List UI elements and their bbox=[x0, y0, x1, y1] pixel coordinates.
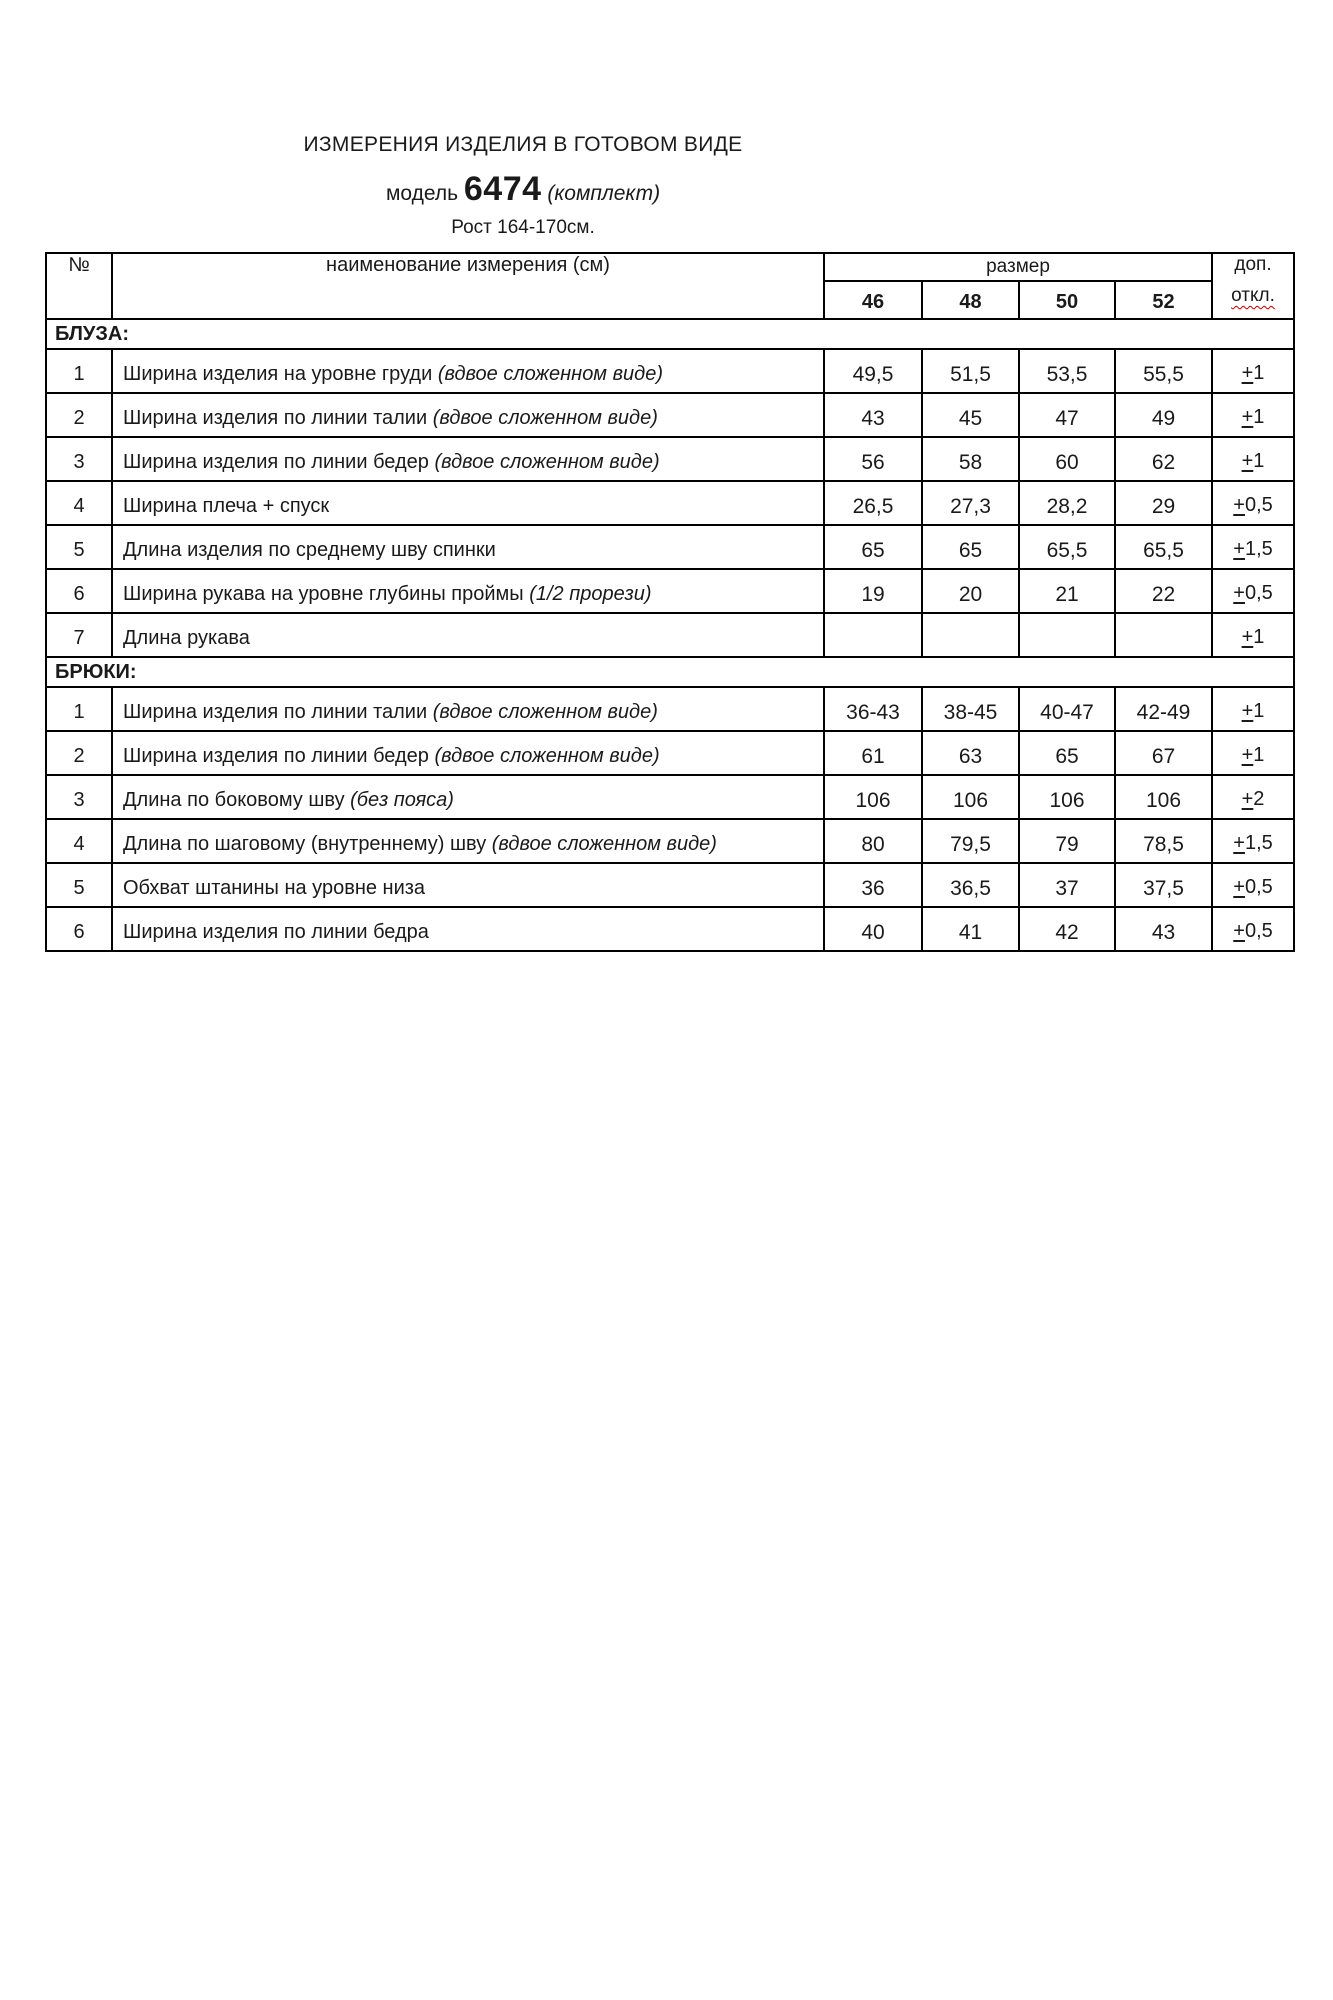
value-cell: 78,5 bbox=[1115, 819, 1212, 863]
tolerance-cell: +0,5 bbox=[1212, 863, 1294, 907]
value-cell: 67 bbox=[1115, 731, 1212, 775]
plus-minus-sign: + bbox=[1233, 494, 1245, 516]
value-cell: 51,5 bbox=[922, 349, 1019, 393]
tolerance-cell: +2 bbox=[1212, 775, 1294, 819]
tolerance-header-line2: откл. bbox=[1231, 285, 1275, 306]
section-row bbox=[46, 319, 1294, 349]
measurement-name: Ширина рукава на уровне глубины проймы bbox=[123, 583, 530, 605]
measurement-name: Длина изделия по среднему шву спинки bbox=[123, 539, 496, 561]
measurement-name-cell bbox=[112, 731, 824, 775]
value-cell: 21 bbox=[1019, 569, 1115, 613]
table-row bbox=[46, 775, 1294, 819]
value-cell: 79,5 bbox=[922, 819, 1019, 863]
value-cell: 49 bbox=[1115, 393, 1212, 437]
measurement-name: Длина рукава bbox=[123, 627, 250, 649]
col-header-size-group: размер bbox=[824, 253, 1212, 281]
tolerance-cell: +1 bbox=[1212, 687, 1294, 731]
value-cell: 41 bbox=[922, 907, 1019, 951]
row-number-cell: 2 bbox=[46, 393, 112, 437]
measurement-name: Длина по шаговому (внутреннему) шву bbox=[123, 833, 492, 855]
table-row bbox=[46, 525, 1294, 569]
section-row bbox=[46, 657, 1294, 687]
value-cell: 106 bbox=[1019, 775, 1115, 819]
table-row bbox=[46, 863, 1294, 907]
size-col-52: 52 bbox=[1115, 281, 1212, 319]
tolerance-cell: +0,5 bbox=[1212, 481, 1294, 525]
value-cell: 79 bbox=[1019, 819, 1115, 863]
row-number-cell: 5 bbox=[46, 863, 112, 907]
value-cell: 65 bbox=[824, 525, 922, 569]
row-number-cell: 6 bbox=[46, 907, 112, 951]
value-cell: 26,5 bbox=[824, 481, 922, 525]
table-row bbox=[46, 349, 1294, 393]
table-row bbox=[46, 569, 1294, 613]
row-number-cell: 7 bbox=[46, 613, 112, 657]
measurement-name-cell bbox=[112, 569, 824, 613]
measurement-name-cell bbox=[112, 687, 824, 731]
value-cell: 65 bbox=[922, 525, 1019, 569]
section-label: БРЮКИ: bbox=[46, 657, 1294, 687]
value-cell: 53,5 bbox=[1019, 349, 1115, 393]
value-cell bbox=[1019, 613, 1115, 657]
row-number-cell: 3 bbox=[46, 437, 112, 481]
measurement-name-cell bbox=[112, 819, 824, 863]
size-col-50: 50 bbox=[1019, 281, 1115, 319]
value-cell: 47 bbox=[1019, 393, 1115, 437]
tolerance-cell: +0,5 bbox=[1212, 907, 1294, 951]
value-cell: 62 bbox=[1115, 437, 1212, 481]
row-number-cell: 1 bbox=[46, 349, 112, 393]
value-cell: 60 bbox=[1019, 437, 1115, 481]
value-cell: 20 bbox=[922, 569, 1019, 613]
value-cell: 49,5 bbox=[824, 349, 922, 393]
measurement-name-note: (вдвое сложенном виде) bbox=[432, 701, 658, 723]
measurement-name-cell bbox=[112, 481, 824, 525]
tolerance-cell: +1,5 bbox=[1212, 819, 1294, 863]
measurement-name-cell bbox=[112, 349, 824, 393]
row-number-cell: 2 bbox=[46, 731, 112, 775]
value-cell: 43 bbox=[1115, 907, 1212, 951]
row-number-cell: 1 bbox=[46, 687, 112, 731]
row-number-cell: 5 bbox=[46, 525, 112, 569]
model-suffix: (комплект) bbox=[547, 182, 661, 205]
measurement-name-note: (вдвое сложенном виде) bbox=[491, 833, 717, 855]
plus-minus-sign: + bbox=[1233, 832, 1245, 854]
model-number: 6474 bbox=[463, 170, 542, 208]
table-row bbox=[46, 819, 1294, 863]
value-cell: 42 bbox=[1019, 907, 1115, 951]
tolerance-cell: +1 bbox=[1212, 393, 1294, 437]
value-cell bbox=[922, 613, 1019, 657]
value-cell: 43 bbox=[824, 393, 922, 437]
plus-minus-sign: + bbox=[1241, 700, 1254, 722]
tolerance-header-line1: доп. bbox=[1234, 254, 1272, 275]
model-label: модель bbox=[385, 182, 459, 205]
value-cell bbox=[824, 613, 922, 657]
row-number-cell: 4 bbox=[46, 481, 112, 525]
plus-minus-sign: + bbox=[1241, 450, 1254, 472]
table-row bbox=[46, 393, 1294, 437]
height-range: Рост 164-170см. bbox=[451, 217, 595, 238]
measurement-name: Ширина плеча + спуск bbox=[123, 495, 330, 517]
document-title: ИЗМЕРЕНИЯ ИЗДЕЛИЯ В ГОТОВОМ ВИДЕ bbox=[303, 133, 743, 156]
table-header-row bbox=[46, 253, 1294, 281]
value-cell: 65 bbox=[1019, 731, 1115, 775]
value-cell: 37,5 bbox=[1115, 863, 1212, 907]
value-cell: 65,5 bbox=[1019, 525, 1115, 569]
measurement-name-cell bbox=[112, 863, 824, 907]
measurement-name-cell bbox=[112, 613, 824, 657]
measurement-name: Ширина изделия по линии бедер bbox=[123, 745, 435, 767]
measurement-name: Ширина изделия по линии бедра bbox=[123, 921, 429, 943]
tolerance-cell: +1 bbox=[1212, 731, 1294, 775]
col-header-tolerance bbox=[1212, 253, 1294, 319]
value-cell: 19 bbox=[824, 569, 922, 613]
tolerance-cell: +1 bbox=[1212, 349, 1294, 393]
value-cell: 36 bbox=[824, 863, 922, 907]
measurement-name-cell bbox=[112, 775, 824, 819]
tolerance-cell: +0,5 bbox=[1212, 569, 1294, 613]
plus-minus-sign: + bbox=[1241, 406, 1254, 428]
value-cell: 37 bbox=[1019, 863, 1115, 907]
measurement-name: Ширина изделия на уровне груди bbox=[123, 363, 438, 385]
section-label: БЛУЗА: bbox=[46, 319, 1294, 349]
row-number-cell: 3 bbox=[46, 775, 112, 819]
plus-minus-sign: + bbox=[1241, 626, 1254, 648]
value-cell: 29 bbox=[1115, 481, 1212, 525]
measurement-name-note: (вдвое сложенном виде) bbox=[432, 407, 658, 429]
size-col-48: 48 bbox=[922, 281, 1019, 319]
value-cell: 36,5 bbox=[922, 863, 1019, 907]
tolerance-cell: +1 bbox=[1212, 437, 1294, 481]
table-row bbox=[46, 481, 1294, 525]
measurement-name-cell bbox=[112, 437, 824, 481]
value-cell: 40 bbox=[824, 907, 922, 951]
value-cell: 27,3 bbox=[922, 481, 1019, 525]
value-cell: 45 bbox=[922, 393, 1019, 437]
value-cell: 58 bbox=[922, 437, 1019, 481]
value-cell: 63 bbox=[922, 731, 1019, 775]
value-cell: 65,5 bbox=[1115, 525, 1212, 569]
value-cell: 106 bbox=[1115, 775, 1212, 819]
value-cell: 61 bbox=[824, 731, 922, 775]
col-header-name: наименование измерения (см) bbox=[112, 253, 824, 319]
table-row bbox=[46, 687, 1294, 731]
plus-minus-sign: + bbox=[1241, 744, 1254, 766]
measurement-name: Ширина изделия по линии талии bbox=[123, 701, 433, 723]
value-cell: 38-45 bbox=[922, 687, 1019, 731]
measurement-name-cell bbox=[112, 907, 824, 951]
plus-minus-sign: + bbox=[1233, 920, 1245, 942]
size-col-46: 46 bbox=[824, 281, 922, 319]
model-line bbox=[0, 170, 1046, 213]
plus-minus-sign: + bbox=[1233, 538, 1245, 560]
value-cell bbox=[1115, 613, 1212, 657]
col-header-number: № bbox=[46, 253, 112, 319]
measurement-name: Ширина изделия по линии талии bbox=[123, 407, 433, 429]
table-row bbox=[46, 613, 1294, 657]
value-cell: 106 bbox=[824, 775, 922, 819]
document-heading bbox=[0, 132, 1046, 241]
measurement-name-note: (вдвое сложенном виде) bbox=[437, 363, 663, 385]
measurement-name: Обхват штанины на уровне низа bbox=[123, 877, 426, 899]
measurement-name-note: (вдвое сложенном виде) bbox=[434, 451, 660, 473]
value-cell: 56 bbox=[824, 437, 922, 481]
value-cell: 22 bbox=[1115, 569, 1212, 613]
value-cell: 42-49 bbox=[1115, 687, 1212, 731]
table-row bbox=[46, 907, 1294, 951]
measurement-name: Ширина изделия по линии бедер bbox=[123, 451, 435, 473]
measurement-name: Длина по боковому шву bbox=[123, 789, 351, 811]
plus-minus-sign: + bbox=[1241, 362, 1254, 384]
plus-minus-sign: + bbox=[1241, 788, 1254, 810]
measurements-table bbox=[45, 252, 1295, 952]
measurement-name-cell bbox=[112, 393, 824, 437]
measurement-name-cell bbox=[112, 525, 824, 569]
table-row bbox=[46, 731, 1294, 775]
tolerance-cell: +1,5 bbox=[1212, 525, 1294, 569]
table-row bbox=[46, 437, 1294, 481]
value-cell: 28,2 bbox=[1019, 481, 1115, 525]
tolerance-cell: +1 bbox=[1212, 613, 1294, 657]
value-cell: 106 bbox=[922, 775, 1019, 819]
value-cell: 55,5 bbox=[1115, 349, 1212, 393]
plus-minus-sign: + bbox=[1233, 876, 1245, 898]
plus-minus-sign: + bbox=[1233, 582, 1245, 604]
value-cell: 36-43 bbox=[824, 687, 922, 731]
value-cell: 40-47 bbox=[1019, 687, 1115, 731]
row-number-cell: 4 bbox=[46, 819, 112, 863]
value-cell: 80 bbox=[824, 819, 922, 863]
row-number-cell: 6 bbox=[46, 569, 112, 613]
measurement-name-note: (без пояса) bbox=[350, 789, 454, 811]
measurement-name-note: (1/2 прорези) bbox=[529, 583, 652, 605]
measurement-name-note: (вдвое сложенном виде) bbox=[434, 745, 660, 767]
